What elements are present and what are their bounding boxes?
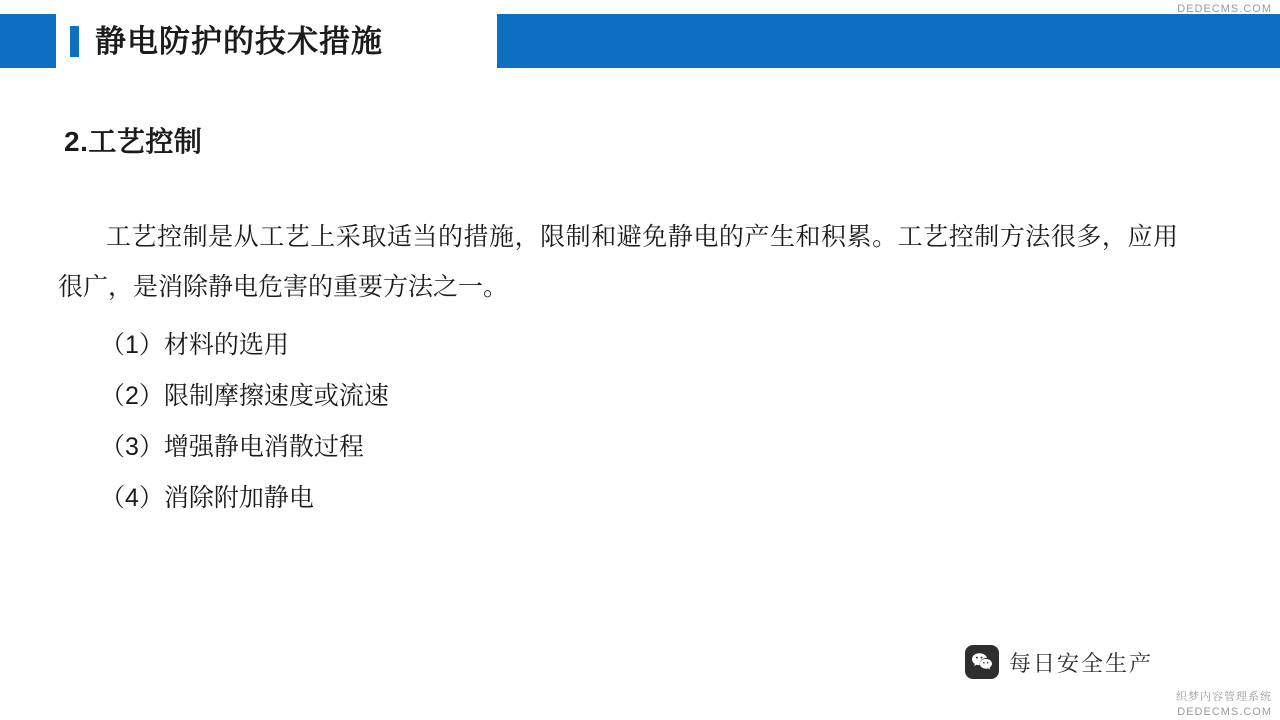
watermark-bottom-cn: 织梦内容管理系统 (1176, 691, 1272, 703)
wechat-icon (965, 645, 999, 679)
section-title: 2.工艺控制 (64, 126, 203, 157)
header-left-block (0, 14, 56, 68)
page-title: 静电防护的技术措施 (95, 24, 383, 59)
watermark-top-right: DEDECMS.COM (1177, 3, 1272, 15)
header-accent-bar (70, 26, 79, 57)
watermark-bottom-en: DEDECMS.COM (1177, 706, 1272, 718)
header-right-block (497, 14, 1280, 68)
list-item: （2）限制摩擦速度或流速 (100, 382, 389, 410)
wechat-badge (965, 645, 1153, 679)
list-item: （3）增强静电消散过程 (100, 433, 364, 461)
body-paragraph: 工艺控制是从工艺上采取适当的措施，限制和避免静电的产生和积累。工艺控制方法很多，应用很广，是消除静电危害的重要方法之一。 (58, 223, 1178, 301)
list-item: （4）消除附加静电 (100, 484, 314, 512)
numbered-item-list (100, 320, 1100, 524)
slide-header (0, 14, 1280, 68)
list-item: （1）材料的选用 (100, 331, 289, 359)
wechat-account-name: 每日安全生产 (1009, 650, 1154, 676)
